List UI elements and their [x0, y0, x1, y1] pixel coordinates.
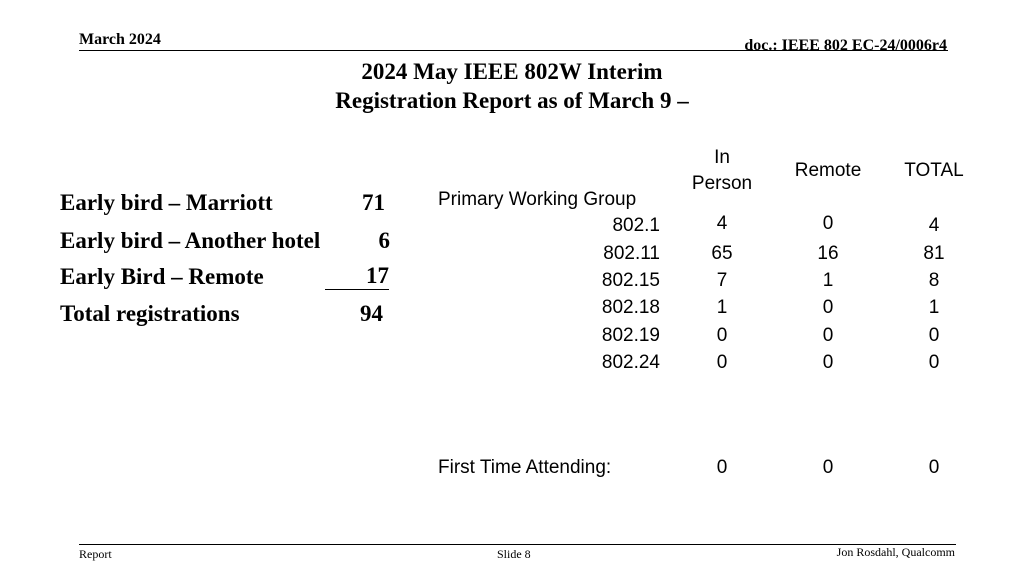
- table-cell-in-person: 65: [711, 243, 733, 264]
- summary-label-another-hotel: Early bird – Another hotel: [60, 228, 321, 253]
- table-cell-in-person: 0: [716, 352, 728, 373]
- summary-value-marriott: 71: [362, 190, 385, 215]
- table-cell-total: 1: [928, 297, 940, 318]
- summary-value-remote: 17: [325, 263, 389, 290]
- footer-author: Jon Rosdahl, Qualcomm: [836, 545, 955, 559]
- header-doc-id: doc.: IEEE 802 EC-24/0006r4: [744, 37, 947, 54]
- col-header-in-person-line1: In: [714, 147, 730, 168]
- title-line1: 2024 May IEEE 802W Interim: [361, 59, 663, 84]
- header-rule: [79, 50, 948, 51]
- col-header-remote: Remote: [794, 160, 862, 181]
- table-cell-remote: 0: [822, 213, 834, 234]
- table-row-group: 802.24: [601, 352, 660, 373]
- summary-value-total: 94: [360, 301, 383, 326]
- table-cell-total: 0: [928, 325, 940, 346]
- table-row-group: 802.1: [612, 215, 660, 236]
- table-cell-in-person: 4: [716, 213, 728, 234]
- table-cell-remote: 0: [822, 297, 834, 318]
- first-time-total: 0: [928, 457, 940, 478]
- table-cell-total: 81: [923, 243, 945, 264]
- row-header-primary-working-group: Primary Working Group: [438, 189, 637, 210]
- col-header-total: TOTAL: [904, 160, 964, 181]
- table-cell-in-person: 1: [716, 297, 728, 318]
- table-cell-in-person: 0: [716, 325, 728, 346]
- table-cell-total: 8: [928, 270, 940, 291]
- title-line2: Registration Report as of March 9 –: [335, 88, 689, 113]
- table-cell-remote: 0: [822, 352, 834, 373]
- footer-left: Report: [79, 547, 112, 561]
- table-row-group: 802.11: [603, 243, 660, 264]
- table-cell-remote: 16: [817, 243, 839, 264]
- first-time-remote: 0: [822, 457, 834, 478]
- table-cell-in-person: 7: [716, 270, 728, 291]
- table-row-group: 802.18: [601, 297, 660, 318]
- table-cell-remote: 1: [822, 270, 834, 291]
- summary-label-remote: Early Bird – Remote: [60, 264, 264, 289]
- table-cell-remote: 0: [822, 325, 834, 346]
- footer-rule: [79, 544, 956, 545]
- table-cell-total: 0: [928, 352, 940, 373]
- header-date: March 2024: [79, 31, 161, 48]
- footer-slide-number: Slide 8: [497, 547, 531, 561]
- summary-value-another-hotel: 6: [378, 228, 390, 253]
- col-header-in-person-line2: Person: [691, 173, 753, 194]
- table-row-group: 802.15: [601, 270, 660, 291]
- table-cell-total: 4: [928, 215, 940, 236]
- first-time-label: First Time Attending:: [438, 457, 612, 478]
- first-time-in-person: 0: [716, 457, 728, 478]
- table-row-group: 802.19: [601, 325, 660, 346]
- summary-label-marriott: Early bird – Marriott: [60, 190, 273, 215]
- summary-label-total: Total registrations: [60, 301, 240, 326]
